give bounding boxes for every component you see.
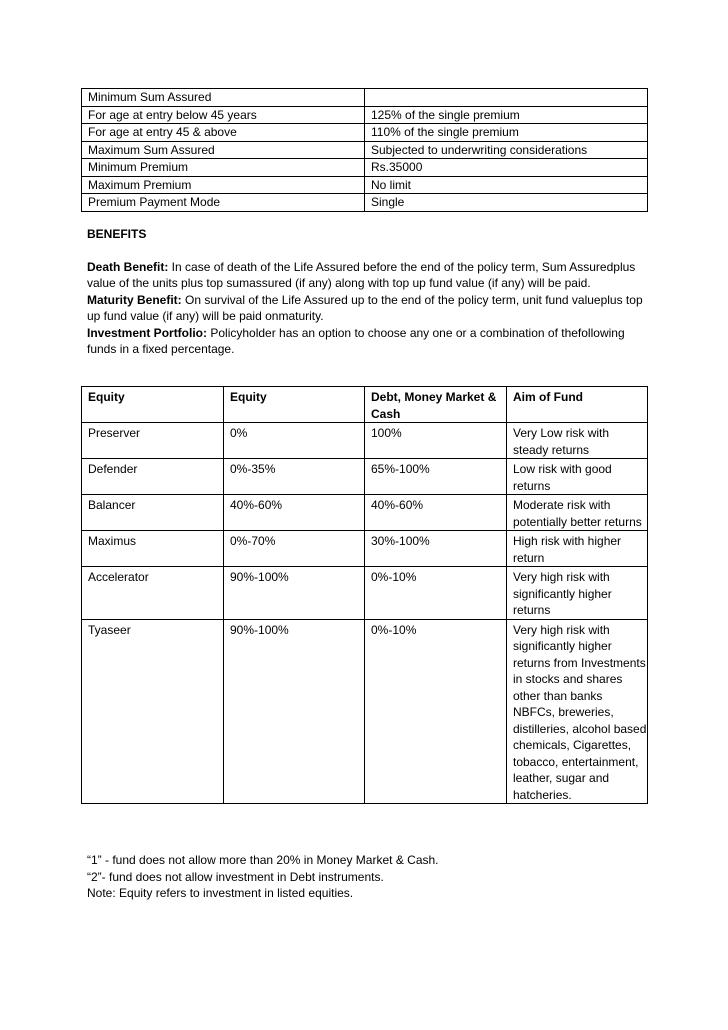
table-cell: 0%-10% — [365, 567, 507, 620]
table-row — [82, 194, 648, 212]
table-row — [82, 106, 648, 124]
footnote-3: Note: Equity refers to investment in listed equities. — [87, 886, 354, 900]
table-cell: Maximum Premium — [82, 176, 365, 194]
table-cell — [365, 89, 648, 107]
table-cell: Single — [365, 194, 648, 212]
table-cell: 0% — [224, 423, 365, 459]
table-cell: Preserver — [82, 423, 224, 459]
table-cell: 90%-100% — [224, 567, 365, 620]
table-cell: Maximum Sum Assured — [82, 141, 365, 159]
table-cell: 90%-100% — [224, 619, 365, 804]
table-cell: 30%-100% — [365, 531, 507, 567]
death-benefit-paragraph — [87, 259, 647, 292]
column-header: Debt, Money Market & Cash — [365, 387, 507, 423]
table-cell: Minimum Sum Assured — [82, 89, 365, 107]
table-cell: Low risk with good returns — [507, 459, 648, 495]
table-cell: Tyaseer — [82, 619, 224, 804]
table-row — [82, 531, 648, 567]
table-cell: Maximus — [82, 531, 224, 567]
table-header-row — [82, 387, 648, 423]
death-benefit-text: In case of death of the Life Assured before the end of the policy term, Sum Assuredplus value of the units plus top sumassured (if any) along with top up fund value (if any) will be paid. — [87, 259, 636, 290]
fund-options-table — [81, 386, 648, 804]
table-row — [82, 124, 648, 142]
footnotes — [87, 852, 647, 902]
table-row — [82, 459, 648, 495]
maturity-benefit-text: On survival of the Life Assured up to the end of the policy term, unit fund valueplus top up fund value (if any) will be paid onmaturity. — [87, 292, 643, 323]
table-cell: High risk with higher return — [507, 531, 648, 567]
table-row — [82, 619, 648, 804]
table-cell: 65%-100% — [365, 459, 507, 495]
footnote-2: “2”- fund does not allow investment in Debt instruments. — [87, 869, 384, 884]
maturity-benefit-paragraph — [87, 292, 647, 325]
column-header: Aim of Fund — [507, 387, 648, 423]
table-row — [82, 89, 648, 107]
table-row — [82, 567, 648, 620]
benefits-heading: BENEFITS — [87, 227, 147, 241]
table-cell: Very high risk with significantly higher returns from Investments in stocks and shares other than banks NBFCs, breweries, distilleries, alcohol based chemicals, Cigarettes, tobacco, entertainment, leather, sugar and hatcheries. — [507, 619, 648, 804]
table-row — [82, 423, 648, 459]
column-header: Equity — [82, 387, 224, 423]
table-cell: Very Low risk with steady returns — [507, 423, 648, 459]
column-header: Equity — [224, 387, 365, 423]
policy-info-table — [81, 88, 648, 212]
table-cell: Subjected to underwriting considerations — [365, 141, 648, 159]
table-cell: 40%-60% — [224, 495, 365, 531]
table-cell: 0%-10% — [365, 619, 507, 804]
table-cell: Moderate risk with potentially better returns — [507, 495, 648, 531]
investment-portfolio-paragraph — [87, 325, 647, 358]
benefits-section — [87, 226, 647, 358]
table-row — [82, 141, 648, 159]
table-cell: Rs.35000 — [365, 159, 648, 177]
table-cell: Defender — [82, 459, 224, 495]
table-cell: Minimum Premium — [82, 159, 365, 177]
maturity-benefit-label: Maturity Benefit: — [87, 292, 182, 307]
table-cell: Balancer — [82, 495, 224, 531]
table-cell: No limit — [365, 176, 648, 194]
investment-portfolio-text: Policyholder has an option to choose any one or a combination of thefollowing funds in a fixed percentage. — [87, 325, 625, 356]
death-benefit-label: Death Benefit: — [87, 259, 169, 274]
table-cell: 125% of the single premium — [365, 106, 648, 124]
table-cell: Accelerator — [82, 567, 224, 620]
investment-portfolio-label: Investment Portfolio: — [87, 325, 208, 340]
table-row — [82, 159, 648, 177]
table-cell: 100% — [365, 423, 507, 459]
table-cell: 110% of the single premium — [365, 124, 648, 142]
table-cell: 0%-70% — [224, 531, 365, 567]
table-row — [82, 176, 648, 194]
table-cell: 0%-35% — [224, 459, 365, 495]
table-cell: Premium Payment Mode — [82, 194, 365, 212]
table-row — [82, 495, 648, 531]
table-cell: For age at entry 45 & above — [82, 124, 365, 142]
table-cell: Very high risk with significantly higher returns — [507, 567, 648, 620]
table-cell: For age at entry below 45 years — [82, 106, 365, 124]
table-cell: 40%-60% — [365, 495, 507, 531]
footnote-1: “1” - fund does not allow more than 20% in Money Market & Cash. — [87, 853, 439, 867]
